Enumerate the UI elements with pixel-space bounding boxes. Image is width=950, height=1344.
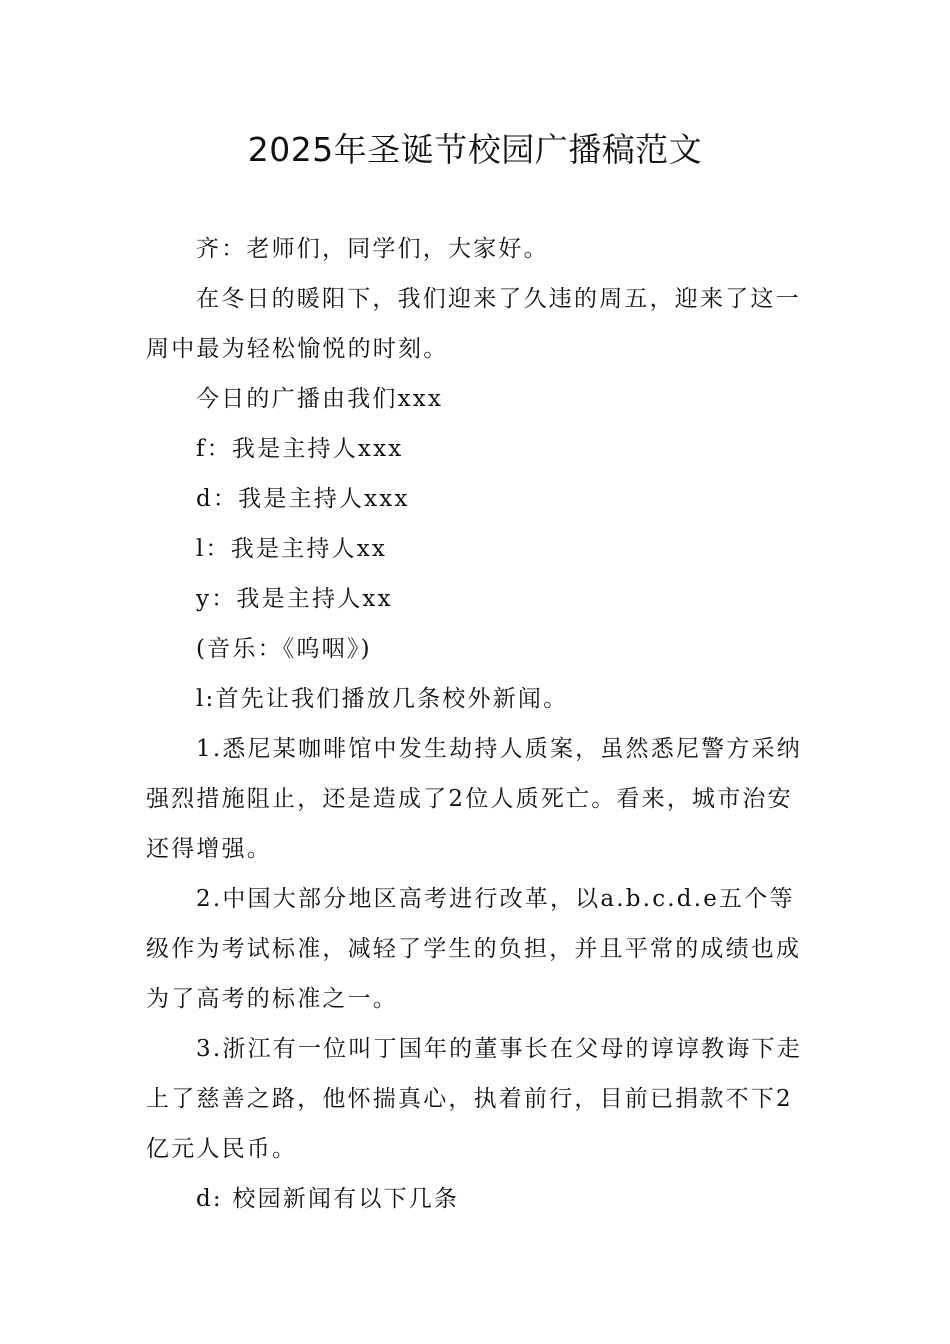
paragraph-host-d: d：我是主持人xxx <box>196 486 410 512</box>
paragraph-news-2: 2.中国大部分地区高考进行改革，以a.b.c.d.e五个等级作为考试标准，减轻了学生的负担，并且平常的成绩也成为了高考的标准之一。 <box>146 886 802 1012</box>
paragraph-news-intro: l:首先让我们播放几条校外新闻。 <box>196 686 569 712</box>
paragraph-host-l: l：我是主持人xx <box>196 536 388 562</box>
paragraph-intro: 在冬日的暖阳下，我们迎来了久违的周五，迎来了这一周中最为轻松愉悦的时刻。 <box>146 286 801 362</box>
paragraph-news-1: 1.悉尼某咖啡馆中发生劫持人质案，虽然悉尼警方采纳强烈措施阻止，还是造成了2位人质死亡。看来，城市治安还得增强。 <box>146 736 802 862</box>
paragraph-greeting: 齐：老师们，同学们，大家好。 <box>196 236 549 262</box>
document-title: 2025年圣诞节校园广播稿范文 <box>247 130 703 169</box>
paragraph-broadcast-hosts: 今日的广播由我们xxx <box>196 386 444 412</box>
paragraph-host-f: f：我是主持人xxx <box>196 436 404 462</box>
paragraph-music: (音乐：《呜咽》) <box>196 636 372 662</box>
paragraph-campus-news: d: 校园新闻有以下几条 <box>196 1186 460 1212</box>
paragraph-news-3: 3.浙江有一位叫丁国年的董事长在父母的谆谆教诲下走上了慈善之路，他怀揣真心，执着前行，目前已捐款不下2亿元人民币。 <box>146 1036 802 1162</box>
paragraph-host-y: y：我是主持人xx <box>196 586 393 612</box>
document-body <box>146 224 816 1224</box>
